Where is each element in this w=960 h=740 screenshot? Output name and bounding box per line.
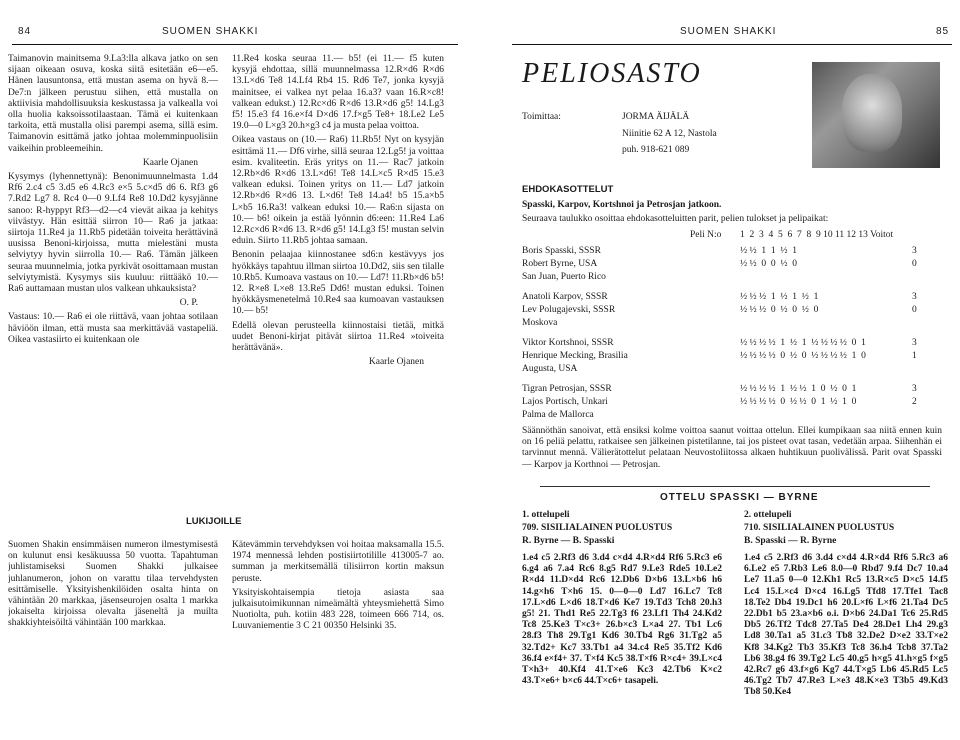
question-signature: O. P. — [179, 298, 198, 309]
player-name: Lajos Portisch, Unkari — [522, 397, 608, 407]
correct-answer-paragraph: Oikea vastaus on (10.— Ra6) 11.Rb5! Nyt on kysyjän esittämä 11.— Df6 virhe, sillä seuraa 12.Lg5! ja voittaa esim. kvaliteetin. Eräs yritys on 11.— Rac7 jatkoin 12.Rb×d6 R×d6 13.L×d6! Te8 14.L×c5 R×d5 15.e3 valkean eduksi. Toinen yritys on 11.— Ld7 jatkoin 12.Rb×d6 R×d6 13. L×d6! Te8 14.a4! b5 15.a×b5 L×b5 16.Ra3! valkean eduksi 10.— Ra6:n sijasta on 10.— b6! oikein ja estää lyönnin d6:een: 11.Re4 Lа6 12.Rc×d6 R×d6 13. R×d6 g5! 14.Lg3 f5! mustan selvin eduin. Siirto 11.Rb5 johtaa samaan. — [232, 135, 444, 247]
game2-moves-block — [744, 553, 948, 737]
left-header-rule — [12, 44, 458, 45]
player-scores: ½ ½ 0 0 ½ 0 — [740, 259, 797, 269]
player-wins: 3 — [912, 384, 917, 394]
player-wins: 3 — [912, 246, 917, 256]
game2-opening: 710. SISILIALAINEN PUOLUSTUS — [744, 523, 895, 533]
lukijoille-title: LUKIJOILLE — [186, 516, 242, 527]
benoni-paragraph: Benonin pelaajaa kiinnostanee sd6:n kestävyys jos hyökkäys tapahtuu illman siirtoa 10.Dd2, siis sen tilalle 10.Rb5. Kumoava vastaus on 10.— Ld7! 11.Rb×d6 b5! 12. R×e8 L×e8 13.Re5 Dd6! mustan eduksi. Toinen hyökkäysmenetelmä 10.Re4 saa kumoavan vastauksen 10.— b5! — [232, 250, 444, 317]
left-running-title: SUOMEN SHAKKI — [162, 26, 259, 37]
analysis-paragraph: 11.Re4 koska seuraa 11.— b5! (ei 11.— f5 kuten kysyjä ehdottaa, sillä muunnelmassa 12.R×d6 R×d6 13.L×d6 Te8 14.Lf4 Rb4 15. Rd6 Te7, jonka kysyjä mainitsee, ei valkea nyt pelaa 16.a3? vaan 16.R×c8! valkean edukst.) 12.Rc×d6 R×d6 13.R×d6 g5! 14.Lg3 f5! 15.e3 f4 16.e×f4 D×d6 17.f×g5 Te8+ 18.Le2 Le5 19.0—0 L×g3 20.h×g3 c4 ja musta pelaa voittoa. — [232, 54, 444, 132]
game1-players: R. Byrne — B. Spasski — [522, 536, 615, 546]
player-name: Tigran Petrosjan, SSSR — [522, 384, 612, 394]
player-scores: ½ ½ ½ 0 ½ 0 ½ 0 — [740, 305, 819, 315]
editor-phone: puh. 918-621 089 — [622, 145, 690, 155]
answer-paragraph: Vastaus: 10.— Ra6 ei ole riittävä, vaan johtaa sotilaan häviöön ilman, että musta saa merkittävää vastapeliä. Oikea vastasiirto ei kuitenkaan ole — [8, 312, 218, 345]
rules-paragraph-block — [522, 426, 942, 474]
player-name: Lev Polugajevski, SSSR — [522, 305, 616, 315]
left-page-number: 84 — [18, 26, 32, 37]
left-column-2 — [232, 54, 444, 484]
lukijoille-paragraph-1: Suomen Shakin ensimmäisen numeron ilmestymisestä on kulunut ensi kesäkuussa 50 vuotta. Tapahtuman juhlistamiseksi Suomen Shakki julkaisee juhlanumeron, johon on varattu tilaa tervehdysten esittämiselle. Yksityishenkilöiden osalta hinta on vähintään 20 markkaa, jäsenseurojen osalta 1 markka jokaiselta kirjoissa olevalta jäseneltä ja muilta shakkiyhteisöiltä vähintään 100 markkaa. — [8, 540, 218, 629]
editor-face — [842, 74, 902, 152]
player-scores: ½ ½ ½ 1 ½ 1 ½ 1 — [740, 292, 819, 302]
player-wins: 1 — [912, 351, 917, 361]
section-heading: EHDOKASOTTELUT — [522, 184, 614, 195]
ottelu-rule — [540, 486, 930, 487]
left-column-1 — [8, 54, 218, 474]
player-name: Robert Byrne, USA — [522, 259, 598, 269]
toimittaa-label: Toimittaa: — [522, 112, 561, 122]
question-paragraph: Kysymys (lyhennettynä): Benonimuunnelmasta 1.d4 Rf6 2.c4 c5 3.d5 e6 4.Rc3 e×5 5.c×d5 d6 6. Rf3 g6 7.Rd2 Lg7 8. Rc4 0—0 9.Lf4 Re8 10.Dd2 kysyjänne sanoo: R-hyppyt Rf3—d2—c4 vievät aikaa ja kehitys viivästyy. Hän esittää siirron 10— Ra6 ja jatkaa: siirtoja 11.Re4 ja 11.Rb5 pidetään toiveita herättävinä uusissa Benoni-kirjoissa, mutta mielestäni musta selviytyy hyvin siirrolla 10.— Ra6. Tämän jälkeen seuraa muunnelmia, jotka pyrkivät osoittamaan mustan selviytymistä. Kysymys siis kuuluu: riittääkö 10.— Ra6 auttamaan mustan ulos valkean uhkauksista? — [8, 172, 218, 295]
match-place: San Juan, Puerto Rico — [522, 272, 606, 282]
player-wins: 0 — [912, 259, 917, 269]
player-name: Henrique Mecking, Brasilia — [522, 351, 628, 361]
player-scores: ½ ½ ½ ½ 1 ½ ½ 1 0 ½ 0 1 — [740, 384, 857, 394]
table-header-numbers: 1 2 3 4 5 6 7 8 9 10 11 12 13 Voitot — [740, 230, 894, 240]
editor-address: Niinitie 62 A 12, Nastola — [622, 129, 717, 139]
players-line: Spasski, Karpov, Kortshnoi ja Petrosjan jatkoon. — [522, 200, 722, 210]
editor-photo — [812, 62, 940, 168]
match-place: Moskova — [522, 318, 558, 328]
player-name: Anatoli Karpov, SSSR — [522, 292, 608, 302]
right-page-number: 85 — [936, 26, 950, 37]
player-scores: ½ ½ ½ ½ 0 ½ 0 ½ ½ ½ ½ 1 0 — [740, 351, 866, 361]
player-wins: 2 — [912, 397, 917, 407]
player-scores: ½ ½ ½ ½ 0 ½ ½ 0 1 ½ 1 0 — [740, 397, 857, 407]
game1-opening: 709. SISILIALAINEN PUOLUSTUS — [522, 523, 673, 533]
editor-name: JORMA ÄIJÄLÄ — [622, 112, 690, 122]
author-signature: Kaarle Ojanen — [142, 157, 198, 168]
closing-paragraph: Edellä olevan perusteella kiinnostaisi tietää, mitkä uudet Benoni-kirjat pitävät siirtoa 11.Re4 »toiveita herättävänä». — [232, 320, 444, 354]
game2-heading: 2. ottelupeli — [744, 510, 792, 520]
game2-players: B. Spasski — R. Byrne — [744, 536, 837, 546]
right-running-title: SUOMEN SHAKKI — [680, 26, 777, 37]
game1-moves-block — [522, 553, 722, 737]
ottelu-title: OTTELU SPASSKI — BYRNE — [660, 492, 819, 503]
table-header-label: Peli N:o — [690, 230, 722, 240]
game1-moves: 1.e4 c5 2.Rf3 d6 3.d4 c×d4 4.R×d4 Rf6 5.Rc3 e6 6.g4 a6 7.a4 Rc6 8.g5 Rd7 9.Le3 Rde5 10.Le2 R×d4 11.D×d4 Rc6 12.Db6 D×b6 13.L×b6 h6 14.g×h6 T×h6 15. 0—0—0 Ld7 16.Lc7 Tc8 17.L×d6 L×d6 18.T×d6 Ke7 19.Td3 Tch8 20.h3 g5! 21. Thd1 Re5 22.Tg3 f6 23.Lf1 Th4 24.Kd2 Tc8 25.Ke3 T×c3+ 26.b×c3 L×a4 27. Tb1 Lc6 28.f3 Th8 29.Tg1 Kd6 30.Tb4 Rg6 31.Tg2 a5 32.Td2+ Kc7 33.Tb1 a4 34.c4 Re5 35.Tf2 Kd6 36.f4 e×f4+ 37. T×f4 Kc5 38.T×f6 R×c4+ 39.L×c4 T×h3+ 40.Kf4 41.T×e6 Kc3 42.Tb6 K×c2 43.T×e6+ b×c6 44.T×c6+ tasapeli. — [522, 553, 722, 687]
player-name: Viktor Kortshnoi, SSSR — [522, 338, 614, 348]
player-scores: ½ ½ 1 1 ½ 1 — [740, 246, 797, 256]
author-signature-2: Kaarle Ojanen — [368, 357, 424, 368]
lukijoille-column-1 — [8, 540, 218, 740]
lukijoille-column-2 — [232, 540, 444, 740]
game2-moves: 1.e4 c5 2.Rf3 d6 3.d4 c×d4 4.R×d4 Rf6 5.Rc3 a6 6.Le2 e5 7.Rb3 Le6 8.0—0 Rbd7 9.f4 Dc7 10.a4 Le7 11.a5 0—0 12.Kh1 Rc5 13.R×c5 D×c5 14.f5 Lc4 15.L×c4 D×c4 16.Lg5 Tfd8 17.Tfe1 Tac8 18.Te2 Db4 19.Dc1 h6 20.L×f6 L×f6 21.Ta4 Dc5 22.Db1 b5 23.a×b6 o.i. D×b6 24.Da1 Tc6 25.Rd5 Db5 26.Tf2 Tdc8 27.Ta5 De4 28.De1 Lh4 29.g3 Ld8 30.Ta1 a5 31.c3 Tb8 32.De2 D×e2 33.T×e2 Kf8 34.Kg2 Tb3 35.Kf3 Tc8 36.h4 Tcb8 37.Ta2 Lb6 38.g4 f6 39.Tg2 Lc5 40.g5 h×g5 41.h×g5 f×g5 42.Rc7 g6 43.f×g6 Kg7 44.T×g5 Lb6 45.Rd5 Lc5 46.Tg2 Tb7 47.Re3 L×e3 48.K×e3 T3b5 49.Kd3 Tb8 50.Ke4 — [744, 553, 948, 698]
match-place: Augusta, USA — [522, 364, 578, 374]
player-name: Boris Spasski, SSSR — [522, 246, 601, 256]
lukijoille-paragraph-2: Kätevämmin tervehdyksen voi hoitaa maksamalla 15.5. 1974 mennessä lehden postisiirtotilille 413005-7 ao. summan ja merkitsemällä tilisiirron kortin maksun peruste. — [232, 540, 444, 584]
game1-heading: 1. ottelupeli — [522, 510, 570, 520]
player-wins: 3 — [912, 338, 917, 348]
player-wins: 0 — [912, 305, 917, 315]
article-paragraph: Taimanovin mainitsema 9.La3:lla alkava jatko on sen sijaan oikeaan osuva, koska siitä esitetään e6—e5. Hänen lausuntonsa, että mustan asema on hyvä 8.— De7:n jälkeen perustuu siihen, että mustalla on aktiivisia mahdollisuuksia keskustassa ja valkealla voi olla huolia kaksoissotilaastaan. Tämä ei kuitenkaan tarkoita, että mustalla olisi parempi asema, sillä esim. Taimanovin esittämä jatko johtaa molemminpuolisiin vaikeihin probleemeihin. — [8, 54, 218, 154]
player-scores: ½ ½ ½ ½ 1 ½ 1 ½ ½ ½ ½ 0 1 — [740, 338, 866, 348]
lukijoille-paragraph-3: Yksityiskohtaisempia tietoja asiasta saa julkaisutoimikunnan nimeämältä yhteysmiehettä Simo Nuotiolta, puh. kotiin 483 228, toimeen 666 714, os. Luuvaniementie 3 C 21 00350 Helsinki 35. — [232, 587, 444, 632]
table-intro: Seuraava taulukko osoittaa ehdokasotteluitten parit, pelien tulokset ja pelipaikat: — [522, 214, 829, 224]
peliosasto-title: PELIOSASTO — [522, 58, 702, 89]
player-wins: 3 — [912, 292, 917, 302]
rules-paragraph: Säännöthän sanoivat, että ensiksi kolme voittoa saanut voittaa ottelun. Ellei kumpikaan saa niitä ennen kuin on 16 peliä pelattu, ratkaisee sen jälkeinen pistetilanne, tai jos pisteet ovat tasan, vedetään arpaa. Siihenhän ei tarvinnut mennä. Välierätottelut pelataan Neuvostoliitossa alkaen huhtikuun puolivälissä. Parit ovat Spasski — Karpov ja Korthnoi — Petrosjan. — [522, 426, 942, 470]
right-header-rule — [512, 44, 952, 45]
match-place: Palma de Mallorca — [522, 410, 594, 420]
